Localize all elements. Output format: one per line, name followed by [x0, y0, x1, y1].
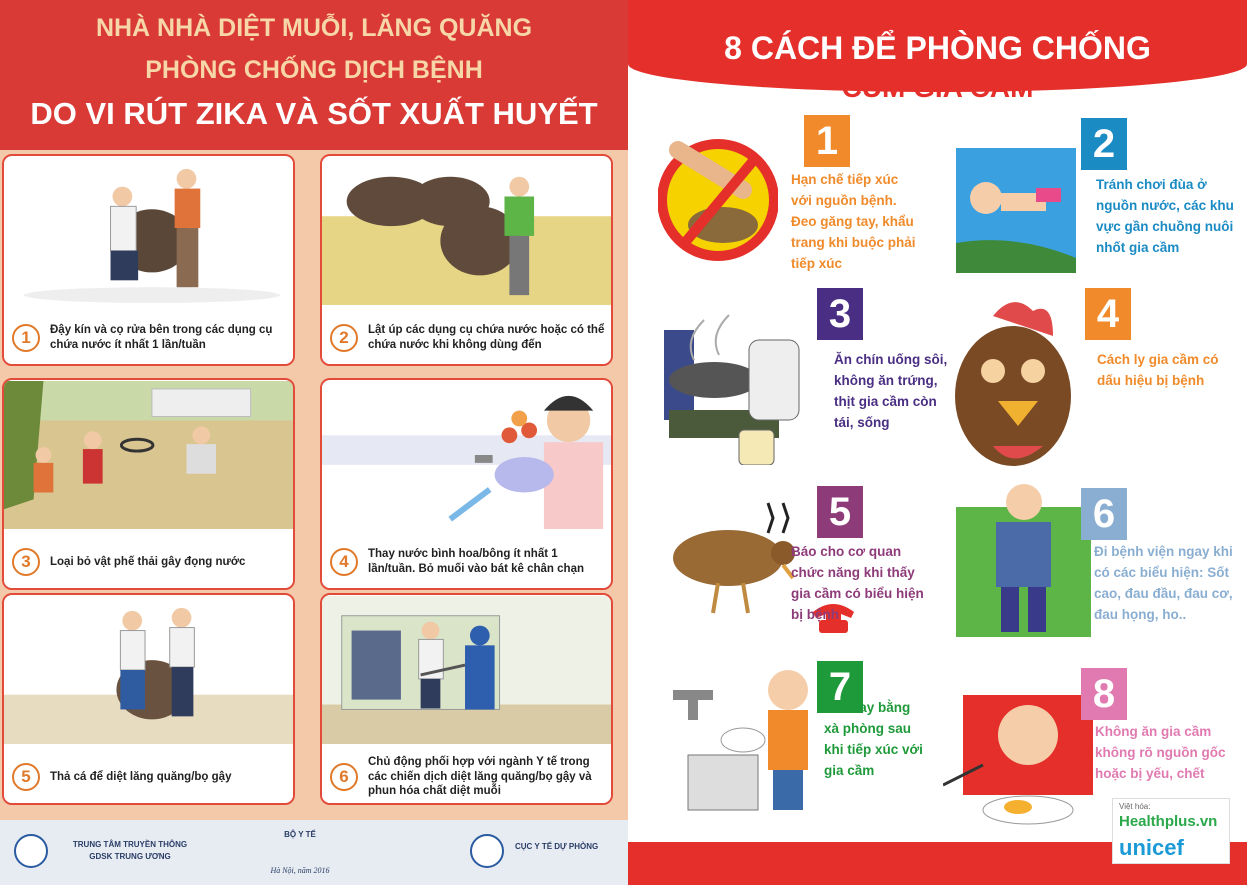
changing-vase-water-illustration — [322, 380, 611, 530]
panel-number: 2 — [330, 324, 358, 352]
prevention-panel-5 — [2, 593, 295, 805]
step-text-1: Hạn chế tiếp xúc với nguồn bệnh. Đeo găng tay, khẩu trang khi buộc phải tiếp xúc — [791, 172, 916, 271]
handwashing-illustration — [668, 660, 818, 820]
credit-box — [1112, 798, 1230, 864]
step-text-2: Tránh chơi đùa ở nguồn nước, các khu vực gần chuồng nuôi nhốt gia cầm — [1096, 177, 1234, 255]
panel-caption: Thả cá để diệt lăng quăng/bọ gậy — [50, 770, 232, 783]
avian-flu-subtitle: CÚM GIA CẦM — [841, 72, 1034, 103]
cooking-food-illustration — [664, 290, 814, 465]
child-swimming-illustration — [956, 148, 1076, 273]
zika-title-line2: PHÒNG CHỐNG DỊCH BỆNH — [145, 56, 483, 84]
step-text-5: Báo cho cơ quan chức năng khi thấy gia cầm có biểu hiện bị bệnh — [791, 544, 924, 622]
org-right-label: CỤC Y TẾ DỰ PHÒNG — [515, 842, 599, 851]
zika-title-line1: NHÀ NHÀ DIỆT MUỖI, LĂNG QUĂNG — [95, 14, 533, 42]
overturned-jars-illustration — [322, 156, 611, 306]
panel-caption: Chủ động phối hợp với ngành Y tế trong các chiến dịch diệt lăng quăng/bọ gậy và phun hóa chất diệt muỗi — [368, 755, 592, 798]
step-number-8: 8 — [1081, 668, 1127, 720]
step-text-8: Không ăn gia cầm không rõ nguồn gốc hoặc bị yếu, chết — [1095, 724, 1226, 781]
place-date: Hà Nội, năm 2016 — [270, 866, 330, 875]
step-number-2: 2 — [1081, 118, 1127, 170]
covering-water-jar-illustration — [4, 156, 293, 306]
prevention-panel-4 — [320, 378, 613, 590]
preventive-medicine-logo — [470, 834, 504, 868]
panel-number: 5 — [12, 763, 40, 791]
avian-flu-title: 8 CÁCH ĐỂ PHÒNG CHỐNG — [724, 30, 1151, 66]
panel-caption: Lật úp các dụng cụ chứa nước hoặc có thể chứa nước khi không dùng đến — [368, 324, 605, 351]
step-number-5: 5 — [817, 486, 863, 538]
panel-number: 3 — [12, 548, 40, 576]
dying-bird-illustration — [658, 498, 808, 618]
prevention-panel-3 — [2, 378, 295, 590]
unicef-logo: unicef — [1119, 835, 1184, 860]
credit-label: Việt hóa: — [1119, 802, 1151, 811]
step-text-3: Ăn chín uống sôi, không ăn trứng, thịt gia cầm còn tái, sống — [834, 352, 948, 430]
no-touching-sick-bird-illustration — [658, 130, 778, 270]
panel-caption: Đậy kín và cọ rửa bên trong các dụng cụ chứa nước ít nhất 1 lần/tuần — [50, 324, 273, 351]
ministry-label: BỘ Y TẾ — [284, 830, 316, 839]
step-text-4: Cách ly gia cầm có dấu hiệu bị bệnh — [1097, 352, 1219, 388]
communication-center-logo — [14, 834, 48, 868]
prevention-panel-6 — [320, 593, 613, 805]
releasing-fish-illustration — [4, 595, 293, 745]
panel-number: 4 — [330, 548, 358, 576]
step-number-6: 6 — [1081, 488, 1127, 540]
spraying-insecticide-illustration — [322, 595, 611, 745]
zika-title-line3: DO VI RÚT ZIKA VÀ SỐT XUẤT HUYẾT — [30, 96, 598, 131]
org-left-line1: TRUNG TÂM TRUYỀN THÔNG — [72, 840, 188, 849]
org-left-line2: GDSK TRUNG ƯƠNG — [89, 852, 171, 861]
step-number-1: 1 — [804, 115, 850, 167]
step-number-4: 4 — [1085, 288, 1131, 340]
panel-number: 6 — [330, 763, 358, 791]
zika-poster-footer — [0, 820, 628, 885]
avian-flu-poster — [628, 0, 1247, 885]
panel-caption: Thay nước bình hoa/bông ít nhất 1 lần/tuần. Bỏ muối vào bát kê chân chạn — [368, 548, 584, 575]
panel-caption: Loại bỏ vật phế thải gây đọng nước — [50, 555, 246, 568]
removing-waste-illustration — [4, 380, 293, 530]
step-number-3: 3 — [817, 288, 863, 340]
sick-person-coughing-illustration — [956, 482, 1091, 637]
step-text-7: Rửa tay bằng xà phòng sau khi tiếp xúc với gia cầm — [824, 700, 923, 778]
sick-chicken-illustration — [953, 296, 1083, 476]
step-number-7: 7 — [817, 661, 863, 713]
prevention-panel-2 — [320, 154, 613, 366]
healthplus-logo: Healthplus.vn — [1119, 813, 1218, 830]
step-text-6: Đi bệnh viện ngay khi có các biểu hiện: Sốt cao, đau đầu, đau cơ, đau họng, ho.. — [1094, 544, 1233, 622]
prevention-panel-1 — [2, 154, 295, 366]
zika-poster-header — [0, 0, 628, 150]
panel-number: 1 — [12, 324, 40, 352]
